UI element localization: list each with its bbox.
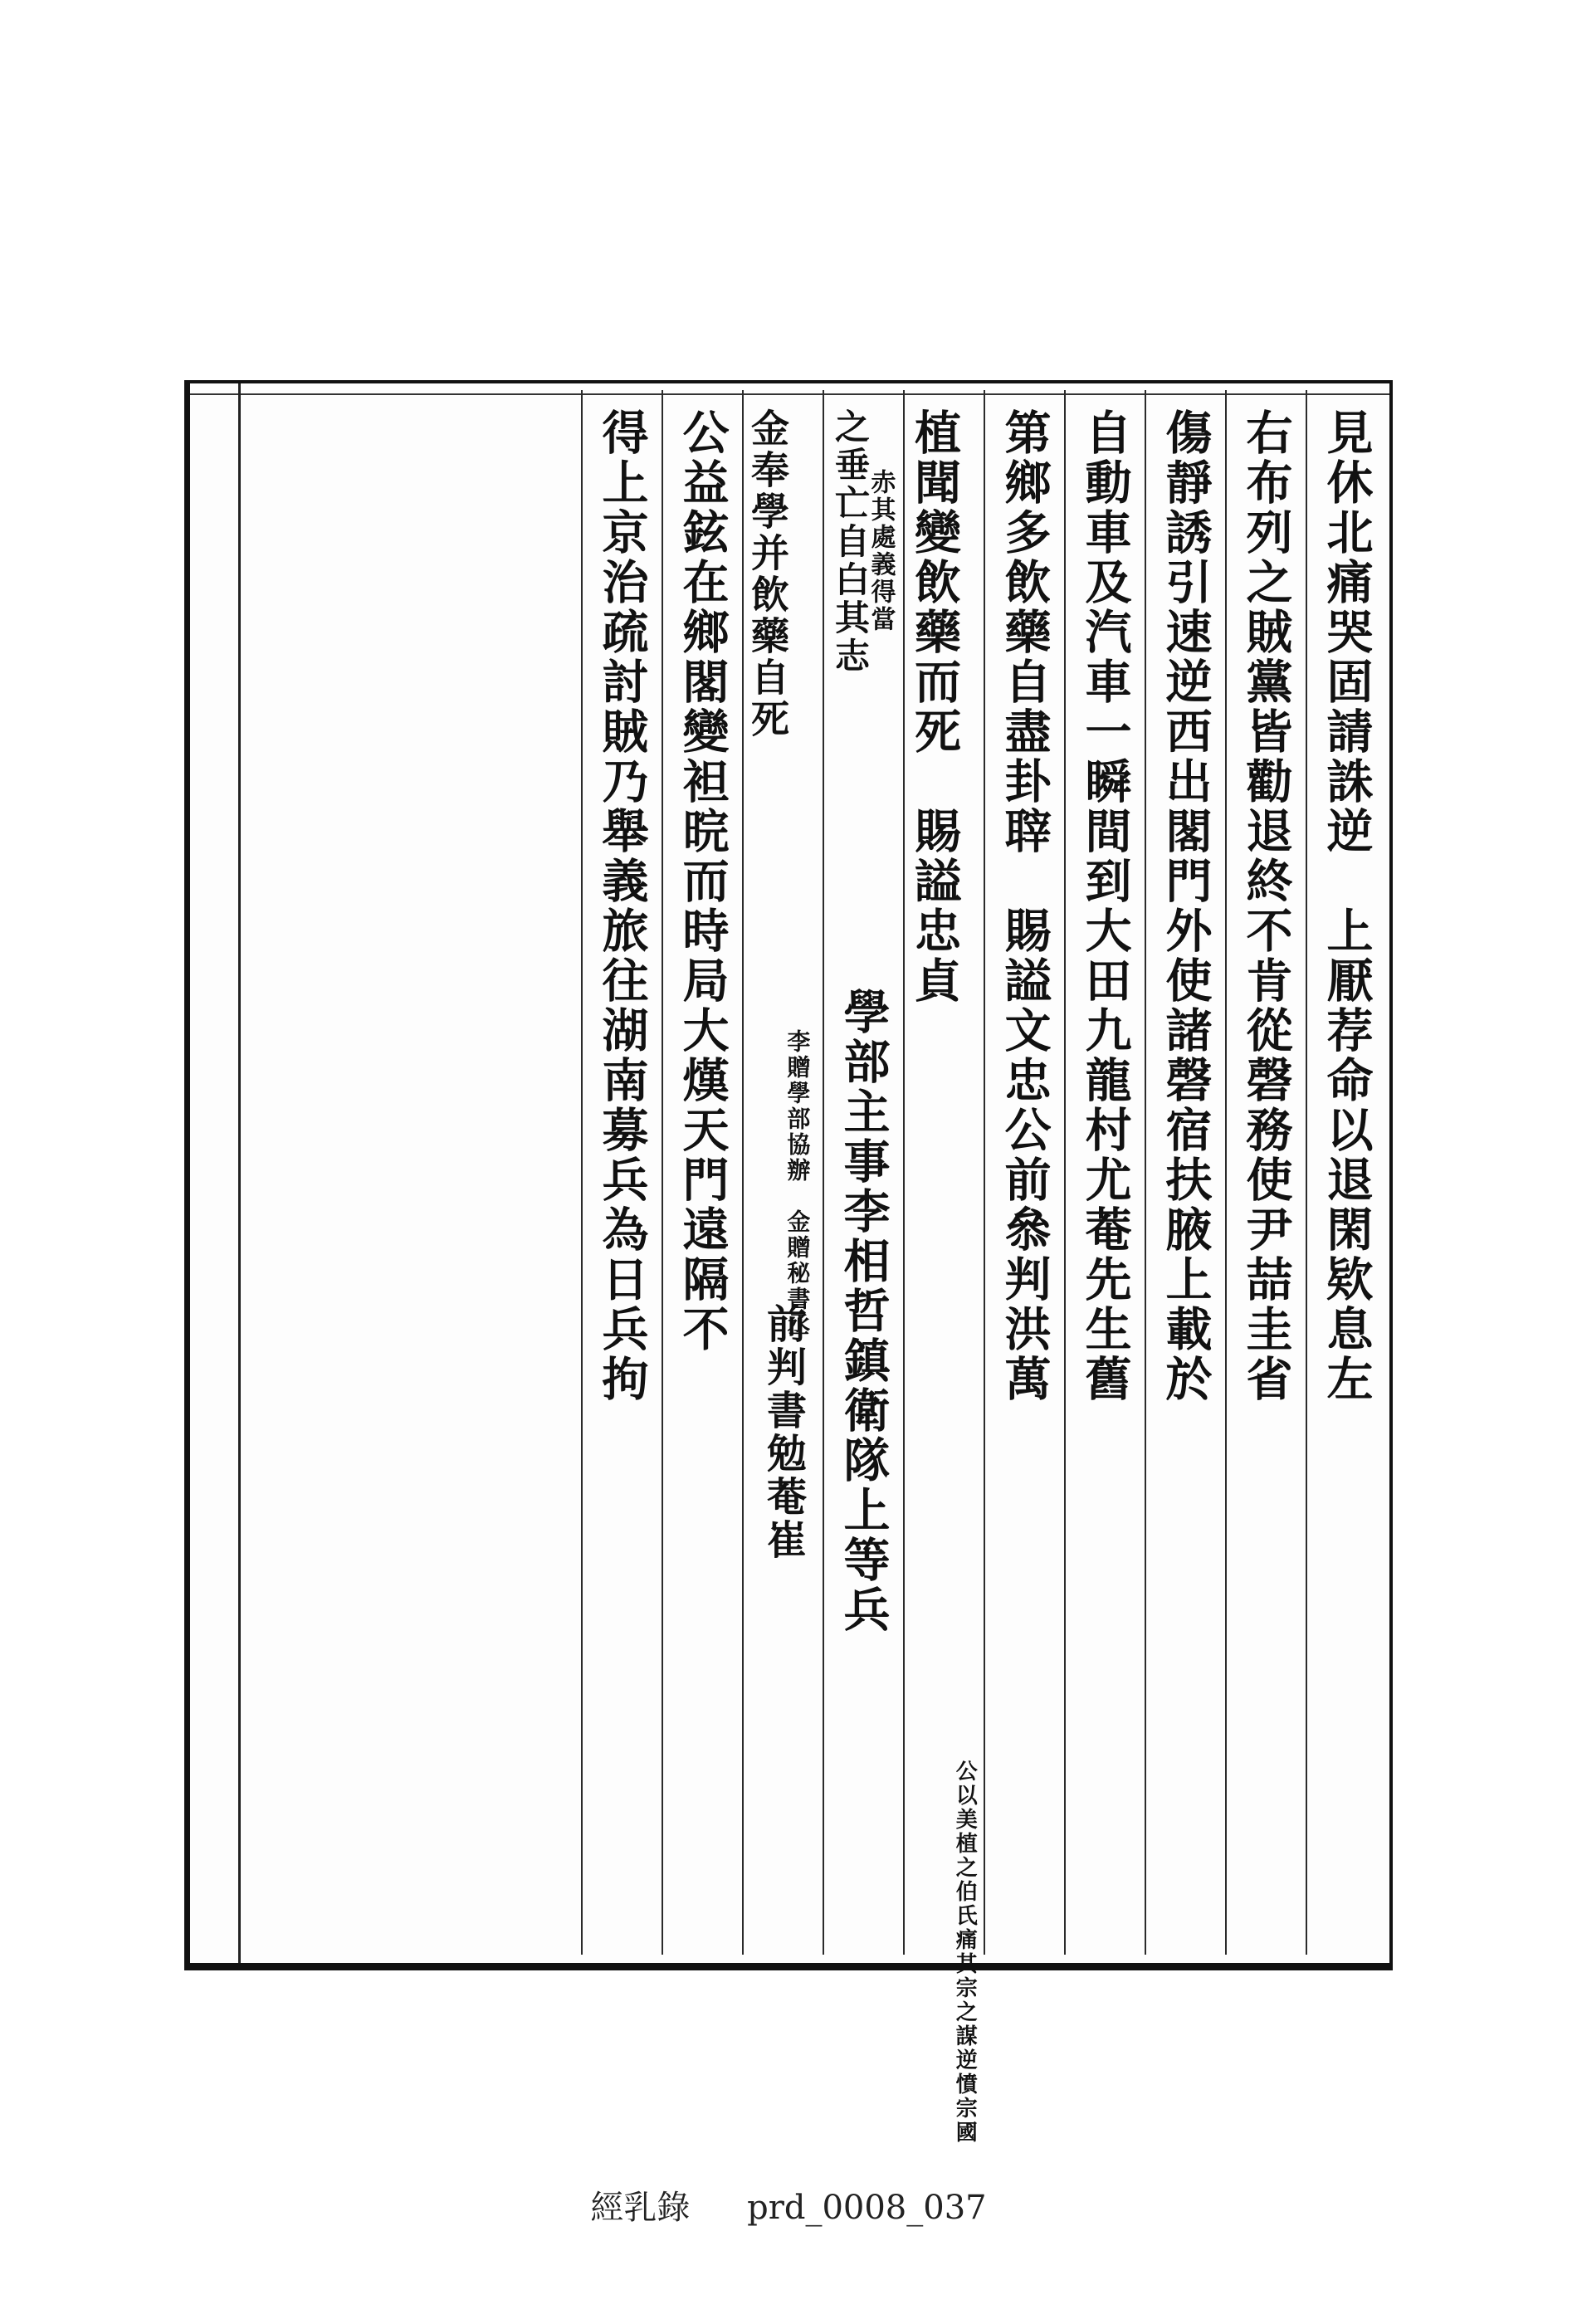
column-text: 金奉學并飲藥自死: [745, 408, 790, 740]
column-4: [1064, 390, 1145, 1955]
column-3: [1145, 390, 1225, 1955]
column-10: [581, 390, 662, 1955]
column-text: 之垂亡自白其志: [830, 408, 871, 676]
column-text: 右布列之賊黨皆勸退終不肯從磬務使尹喆圭省: [1238, 408, 1294, 1404]
column-text: 公益鉉在鄉閣變袒晥而時局大熯天門遠隔不: [675, 408, 730, 1355]
binding-edge: [238, 383, 241, 1963]
column-5: [984, 390, 1064, 1955]
column-text-continued: 前判書勉菴崔: [759, 1303, 807, 1562]
column-annotation: 李贈學部協辦 金贈秘書丞: [784, 1029, 812, 1338]
column-text: 植聞變飲藥而死 賜謚忠貞: [907, 408, 962, 1006]
footer-id: prd_0008_037: [747, 2189, 987, 2227]
column-text: 第鄉多飲藥自盡卦䏁 賜謚文忠公前叅判洪萬: [997, 408, 1052, 1404]
column-annotation: 公以美植之伯氏痛其宗之謀逆憤宗國: [952, 1760, 978, 2145]
column-1: [1306, 390, 1386, 1955]
column-text: 傷靜誘引速逆西出閣門外使諸磬宿扶腋上載於: [1158, 408, 1213, 1404]
column-text: 自動車及汽車一瞬間到大田九龍村尤菴先生舊: [1077, 408, 1133, 1404]
page-footer: [0, 2181, 1577, 2229]
column-text: 見休北痛哭固請誅逆 上厭荐命以退閑欵息左: [1319, 408, 1374, 1404]
column-9: [662, 390, 742, 1955]
column-6: [903, 390, 984, 2145]
column-8: [742, 390, 823, 1955]
column-2: [1225, 390, 1306, 1955]
column-text: 得上京治疏討賊乃舉義旅往湖南募兵為日兵拘: [594, 408, 650, 1404]
column-annotation: 赤其處義得當: [866, 469, 896, 633]
text-columns: [249, 390, 1386, 2145]
footer-title: 經乳錄: [590, 2189, 691, 2227]
column-text-continued: 學部主事李相哲鎮衛隊上等兵: [836, 988, 891, 1635]
column-7: [823, 390, 903, 1955]
